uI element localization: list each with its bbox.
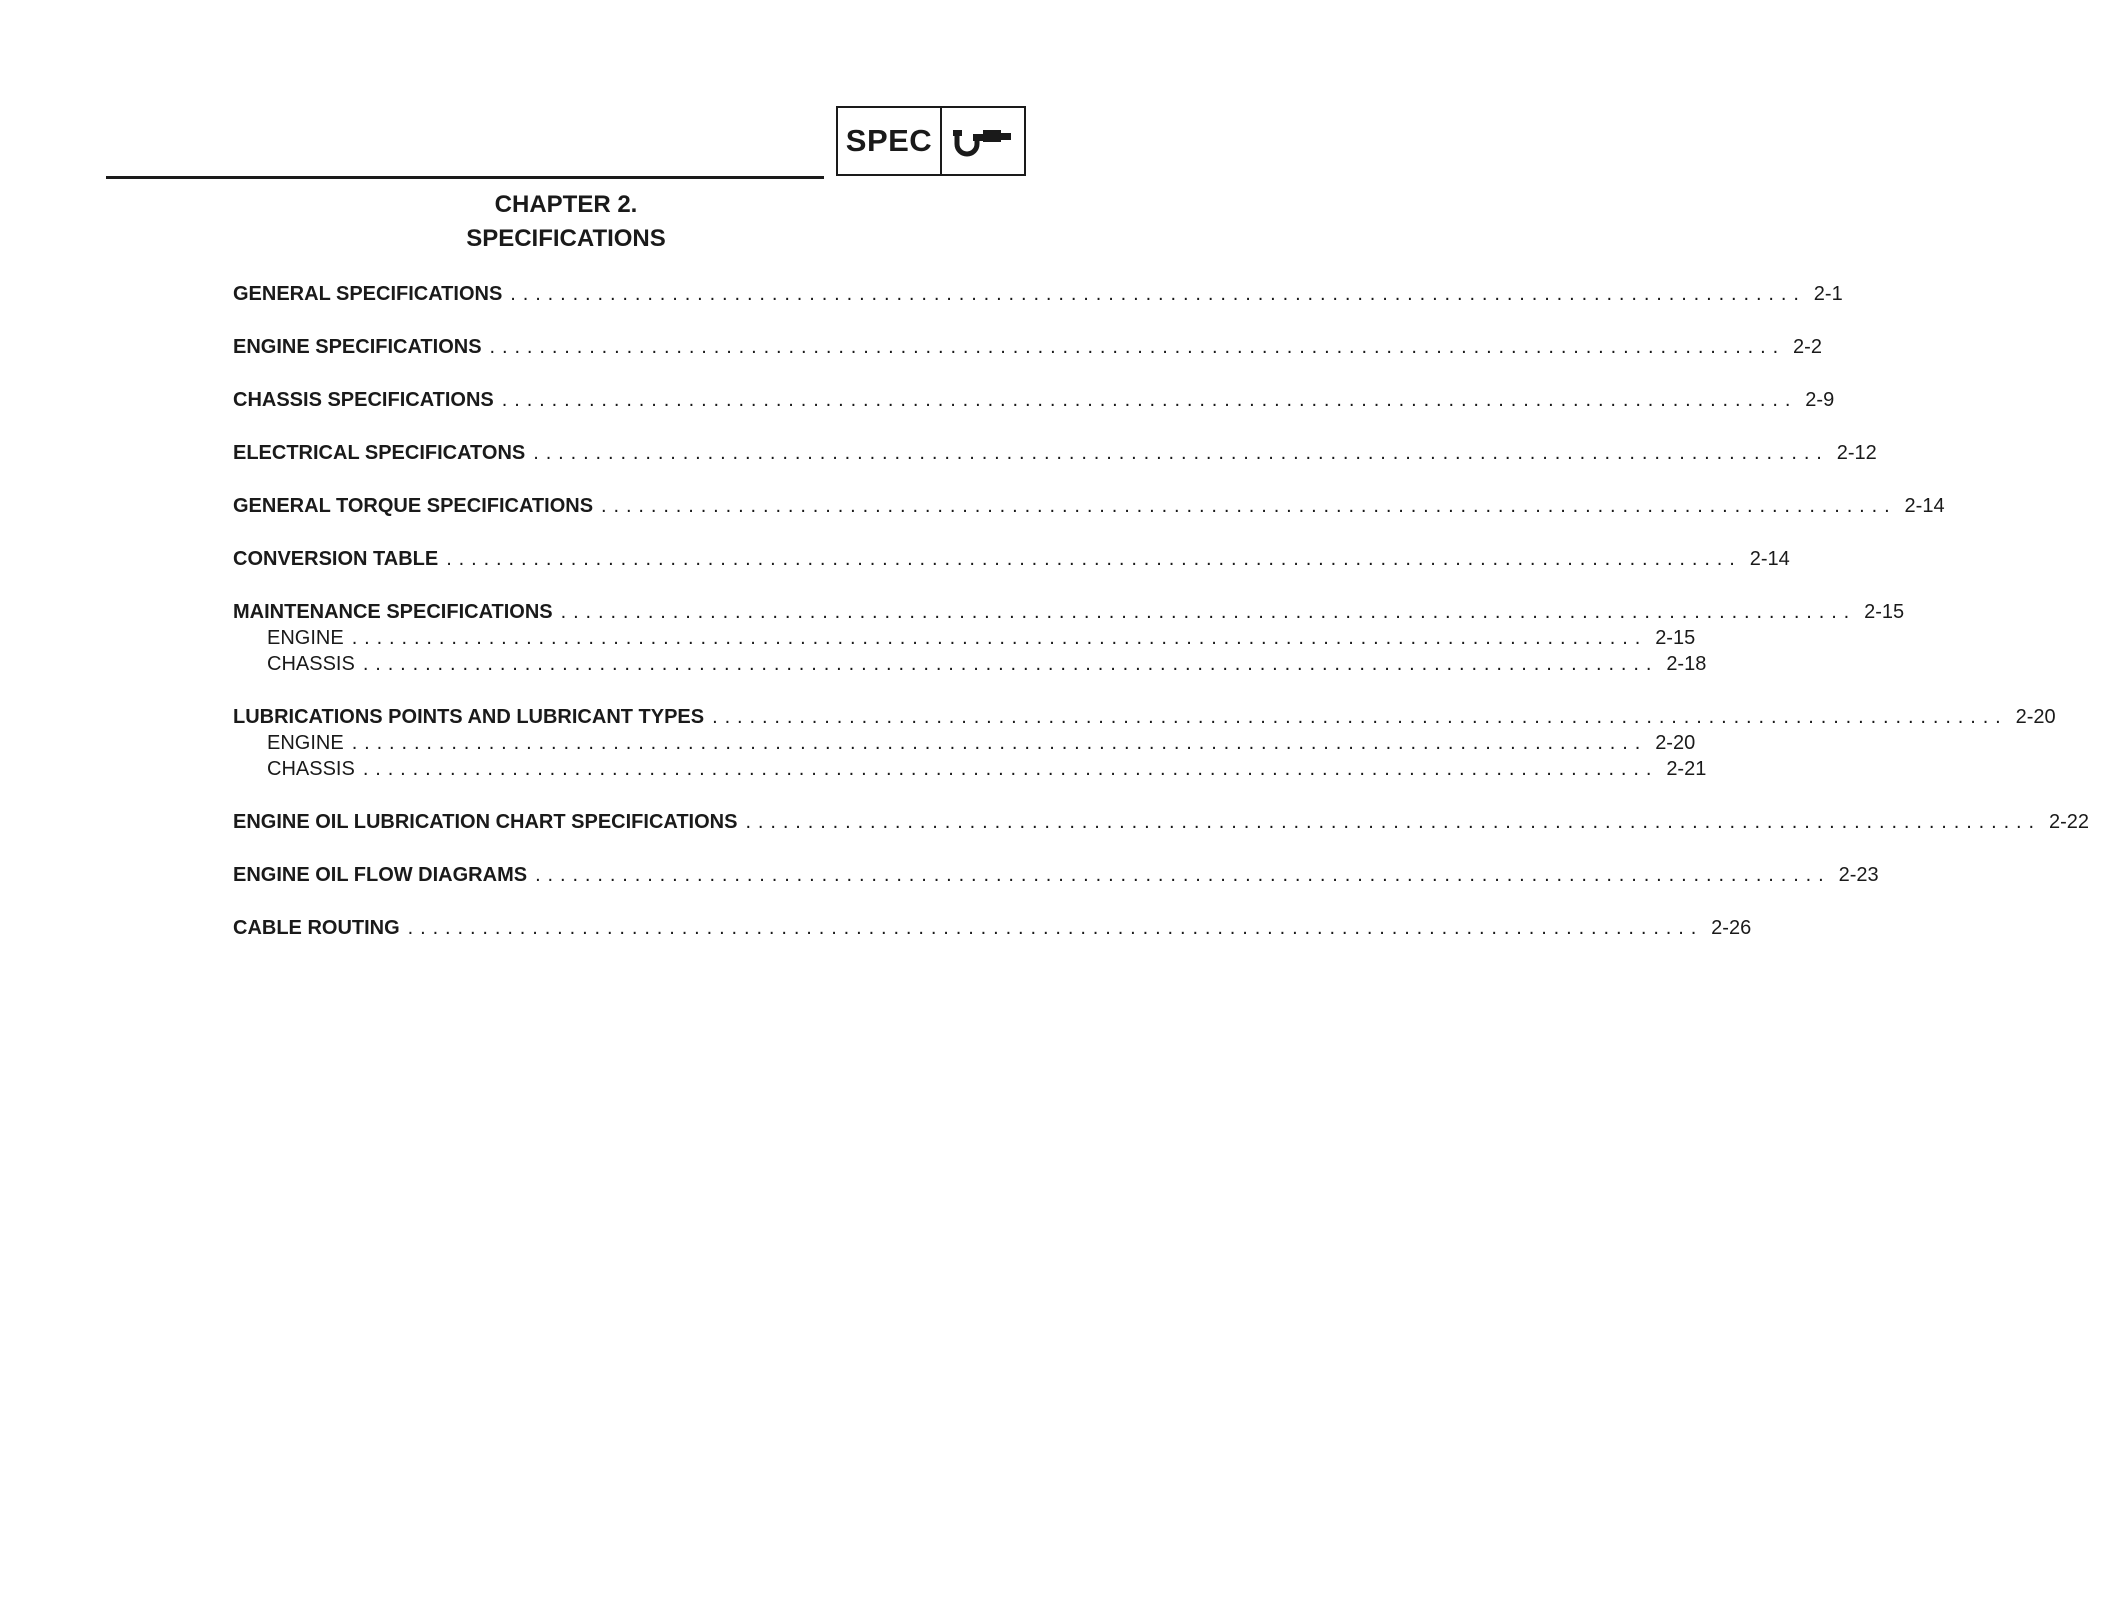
toc-subentry-page: 2-15 bbox=[1655, 627, 1696, 649]
toc-dot-leader: ........................................................................................................ bbox=[362, 653, 1659, 675]
toc-entry-title: LUBRICATIONS POINTS AND LUBRICANT TYPES bbox=[233, 706, 705, 728]
spec-badge bbox=[836, 106, 1026, 176]
chapter-title: SPECIFICATIONS bbox=[466, 225, 666, 252]
toc-entry[interactable] bbox=[233, 546, 1790, 572]
toc-entry-title: GENERAL TORQUE SPECIFICATIONS bbox=[233, 495, 594, 517]
toc-subentry[interactable] bbox=[233, 756, 1707, 782]
toc-entry-title: ENGINE SPECIFICATIONS bbox=[233, 336, 482, 358]
toc-entry-title: GENERAL SPECIFICATIONS bbox=[233, 283, 503, 305]
toc-entry-page: 2-12 bbox=[1836, 442, 1877, 464]
micrometer-icon-graphic bbox=[953, 124, 1013, 158]
toc-entry[interactable] bbox=[233, 334, 1822, 360]
toc-dot-leader: ........................................................................................................ bbox=[745, 811, 2041, 833]
chapter-number: CHAPTER 2. bbox=[494, 191, 638, 218]
toc-dot-leader: ........................................................................................................ bbox=[560, 601, 1857, 623]
toc-subentry-title: ENGINE bbox=[267, 732, 344, 754]
spec-badge-label: SPEC bbox=[838, 108, 942, 174]
toc-dot-leader: ........................................................................................................ bbox=[601, 495, 1897, 517]
toc-entry-page: 2-15 bbox=[1864, 601, 1905, 623]
toc-entry[interactable] bbox=[233, 704, 2056, 730]
toc-subentry-title: CHASSIS bbox=[267, 758, 355, 780]
toc-dot-leader: ........................................................................................................ bbox=[489, 336, 1786, 358]
toc-dot-leader: ........................................................................................................ bbox=[362, 758, 1659, 780]
toc-dot-leader: ........................................................................................................ bbox=[510, 283, 1806, 305]
toc-subentry[interactable] bbox=[233, 730, 1696, 756]
toc-entry[interactable] bbox=[233, 440, 1877, 466]
toc-entry[interactable] bbox=[233, 809, 2089, 835]
toc-dot-leader: ........................................................................................................ bbox=[501, 389, 1798, 411]
toc-entry-page: 2-14 bbox=[1749, 548, 1790, 570]
toc-dot-leader: ........................................................................................................ bbox=[533, 442, 1829, 464]
toc-subentry[interactable] bbox=[233, 625, 1696, 651]
toc-subentry-page: 2-20 bbox=[1655, 732, 1696, 754]
toc-entry-page: 2-1 bbox=[1813, 283, 1843, 305]
toc-entry[interactable] bbox=[233, 281, 1843, 307]
toc-entry[interactable] bbox=[233, 599, 1905, 625]
toc-subentry[interactable] bbox=[233, 651, 1707, 677]
chapter-heading bbox=[0, 188, 1132, 256]
toc-dot-leader: ........................................................................................................ bbox=[351, 627, 1648, 649]
toc-dot-leader: ........................................................................................................ bbox=[351, 732, 1648, 754]
toc-entry-page: 2-26 bbox=[1711, 917, 1752, 939]
toc-dot-leader: ........................................................................................................ bbox=[535, 864, 1831, 886]
toc-entry[interactable] bbox=[233, 915, 1752, 941]
toc-entry-title: ELECTRICAL SPECIFICATONS bbox=[233, 442, 526, 464]
toc-entry-page: 2-22 bbox=[2048, 811, 2089, 833]
toc-dot-leader: ........................................................................................................ bbox=[407, 917, 1704, 939]
toc-entry-page: 2-23 bbox=[1838, 864, 1879, 886]
toc-entry-page: 2-2 bbox=[1793, 336, 1822, 358]
toc-entry-page: 2-20 bbox=[2015, 706, 2056, 728]
toc-entry-title: CONVERSION TABLE bbox=[233, 548, 439, 570]
toc-entry-title: CHASSIS SPECIFICATIONS bbox=[233, 389, 494, 411]
toc-entry-title: ENGINE OIL LUBRICATION CHART SPECIFICATIONS bbox=[233, 811, 738, 833]
toc-subentry-title: CHASSIS bbox=[267, 653, 355, 675]
toc-entry-title: ENGINE OIL FLOW DIAGRAMS bbox=[233, 864, 528, 886]
toc-entry[interactable] bbox=[233, 387, 1835, 413]
toc-entry-page: 2-9 bbox=[1805, 389, 1835, 411]
toc-subentry-page: 2-18 bbox=[1666, 653, 1707, 675]
header-rule bbox=[106, 176, 824, 179]
toc-dot-leader: ........................................................................................................ bbox=[446, 548, 1742, 570]
toc-subentry-page: 2-21 bbox=[1666, 758, 1707, 780]
toc-entry-title: CABLE ROUTING bbox=[233, 917, 400, 939]
toc-entry-page: 2-14 bbox=[1904, 495, 1945, 517]
toc-entry[interactable] bbox=[233, 493, 1945, 519]
micrometer-icon bbox=[942, 108, 1024, 174]
toc-entry-title: MAINTENANCE SPECIFICATIONS bbox=[233, 601, 553, 623]
toc-entry[interactable] bbox=[233, 862, 1879, 888]
toc-subentry-title: ENGINE bbox=[267, 627, 344, 649]
toc-dot-leader: ........................................................................................................ bbox=[712, 706, 2008, 728]
